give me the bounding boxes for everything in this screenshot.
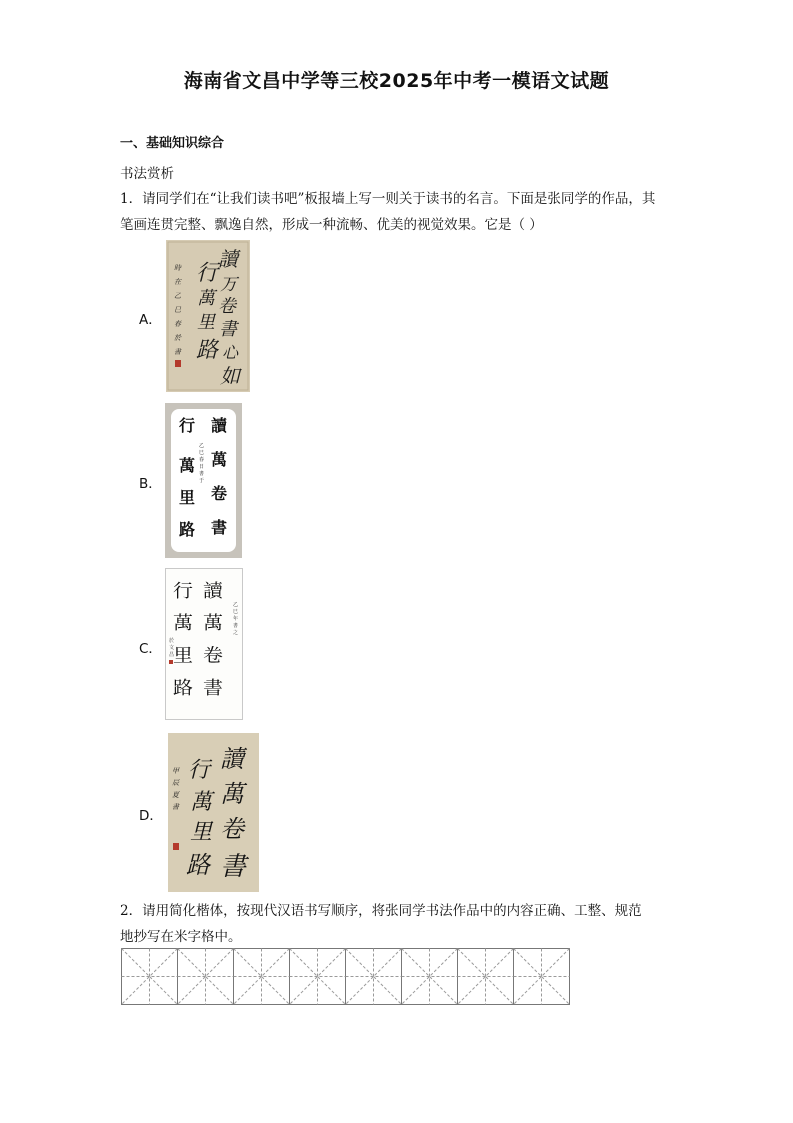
- svg-text:書: 書: [211, 518, 228, 537]
- svg-text:年: 年: [233, 616, 239, 622]
- mi-grid-cell[interactable]: [178, 949, 234, 1005]
- option-d-label[interactable]: D．: [139, 808, 163, 824]
- svg-text:昌: 昌: [169, 652, 175, 658]
- svg-text:辰: 辰: [172, 779, 179, 787]
- svg-text:卷: 卷: [220, 815, 244, 843]
- svg-text:甲: 甲: [172, 767, 179, 775]
- svg-text:行: 行: [188, 758, 211, 783]
- svg-text:乙: 乙: [174, 292, 181, 300]
- svg-text:書: 書: [174, 348, 181, 356]
- mi-grid-cell[interactable]: [458, 949, 514, 1005]
- svg-text:行: 行: [173, 580, 193, 602]
- svg-text:巳: 巳: [199, 450, 205, 456]
- svg-text:巳: 巳: [174, 306, 181, 314]
- svg-text:里: 里: [197, 312, 215, 333]
- svg-text:在: 在: [174, 278, 181, 286]
- mi-grid-cell[interactable]: [570, 949, 571, 1005]
- svg-text:里: 里: [179, 488, 196, 507]
- question-1-line-1: 1．请同学们在“让我们读书吧”板报墙上写一则关于读书的名言。下面是张同学的作品，其: [120, 191, 656, 207]
- svg-text:路: 路: [179, 520, 196, 539]
- mi-grid-cell[interactable]: [346, 949, 402, 1005]
- page-title: 海南省文昌中学等三校2025年中考一模语文试题: [183, 70, 610, 92]
- mi-character-grid[interactable]: [121, 948, 570, 1010]
- option-a-label[interactable]: A．: [139, 312, 162, 328]
- question-2: [120, 898, 680, 950]
- svg-text:乙: 乙: [233, 602, 239, 608]
- svg-text:日: 日: [199, 464, 205, 470]
- svg-text:路: 路: [196, 338, 219, 363]
- svg-text:行: 行: [179, 416, 196, 435]
- mi-grid-cell[interactable]: [514, 949, 570, 1005]
- svg-text:萬: 萬: [211, 450, 228, 469]
- svg-text:里: 里: [173, 645, 193, 667]
- svg-text:路: 路: [173, 677, 193, 699]
- svg-text:春: 春: [199, 457, 205, 463]
- svg-text:書: 書: [233, 623, 239, 629]
- mi-grid-cell[interactable]: [290, 949, 346, 1005]
- svg-text:書: 書: [172, 803, 179, 811]
- question-2-line-2: 地抄写在米字格中。: [120, 929, 242, 945]
- svg-text:時: 時: [174, 264, 181, 272]
- svg-text:如: 如: [220, 364, 240, 388]
- svg-text:讀: 讀: [218, 247, 238, 271]
- option-c-label[interactable]: C．: [139, 641, 162, 657]
- svg-text:書: 書: [203, 677, 223, 699]
- svg-text:於: 於: [169, 638, 175, 644]
- svg-text:春: 春: [174, 320, 181, 328]
- mi-grid-cell[interactable]: [234, 949, 290, 1005]
- svg-text:讀: 讀: [203, 580, 223, 602]
- svg-text:夏: 夏: [172, 791, 179, 799]
- option-c-calligraphy-image[interactable]: [165, 568, 243, 720]
- svg-text:卷: 卷: [203, 645, 223, 667]
- svg-text:心: 心: [222, 343, 239, 362]
- svg-text:萬: 萬: [220, 780, 244, 808]
- svg-text:讀: 讀: [211, 416, 228, 435]
- svg-text:里: 里: [190, 820, 213, 845]
- svg-text:萬: 萬: [190, 790, 213, 815]
- svg-text:文: 文: [169, 645, 175, 651]
- svg-text:乙: 乙: [199, 443, 205, 449]
- svg-text:書: 書: [199, 471, 205, 477]
- question-1-line-2: 笔画连贯完整、飘逸自然，形成一种流畅、优美的视觉效果。它是（ ）: [120, 217, 543, 233]
- svg-text:卷: 卷: [211, 484, 228, 503]
- option-b-label[interactable]: B．: [139, 476, 162, 492]
- svg-text:万: 万: [220, 275, 237, 295]
- svg-text:讀: 讀: [220, 745, 244, 773]
- svg-text:書: 書: [220, 852, 247, 882]
- mi-grid-cell[interactable]: [122, 949, 178, 1005]
- option-b-calligraphy-image[interactable]: [165, 403, 242, 558]
- svg-text:之: 之: [233, 630, 239, 636]
- mi-grid-cell[interactable]: [402, 949, 458, 1005]
- svg-text:萬: 萬: [203, 613, 223, 634]
- option-a-calligraphy-image[interactable]: [166, 240, 250, 392]
- question-1: [120, 186, 680, 238]
- svg-text:書: 書: [219, 319, 237, 340]
- question-2-line-1: 2．请用简化楷体，按现代汉语书写顺序，将张同学书法作品中的内容正确、工整、规范: [120, 903, 642, 919]
- svg-text:于: 于: [199, 478, 205, 484]
- subsection-heading: 书法赏析: [120, 166, 174, 182]
- svg-text:行: 行: [196, 261, 219, 286]
- svg-text:巳: 巳: [233, 609, 239, 615]
- svg-text:萬: 萬: [173, 613, 193, 634]
- svg-text:萬: 萬: [179, 456, 196, 475]
- svg-text:卷: 卷: [218, 296, 236, 317]
- svg-text:萬: 萬: [197, 288, 215, 309]
- section-heading: 一、基础知识综合: [120, 136, 225, 151]
- svg-text:路: 路: [186, 851, 210, 879]
- svg-text:於: 於: [174, 334, 181, 342]
- option-d-calligraphy-image[interactable]: [168, 733, 259, 892]
